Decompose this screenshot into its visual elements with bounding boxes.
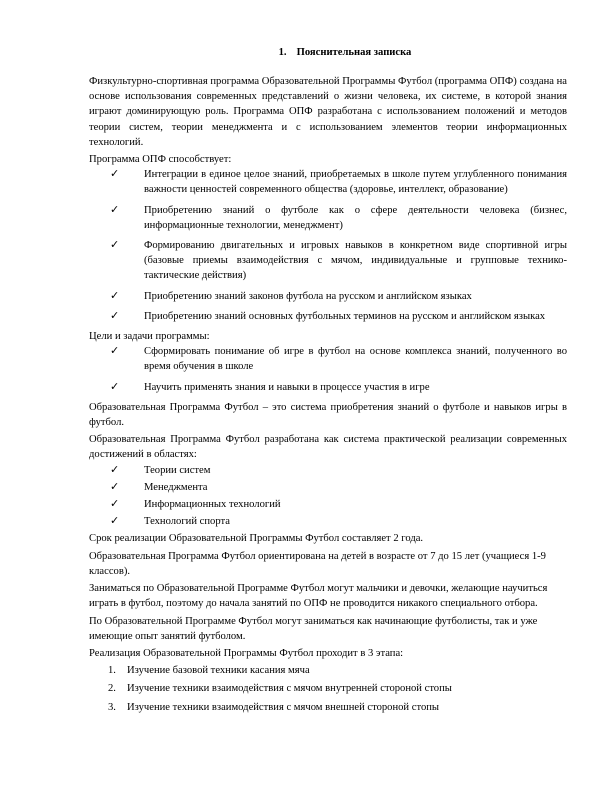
heading-text: Пояснительная записка	[296, 47, 412, 58]
stage-text: Изучение техники взаимодействия с мячом внутренней стороной стопы	[127, 683, 452, 695]
stage-number: 3.	[108, 701, 116, 713]
heading-number: 1.	[278, 47, 287, 58]
list-item-text: Сформировать понимание об игре в футбол на основе комплекса знаний, полученного во время обучения в школе	[144, 346, 567, 373]
developed-as-paragraph: Образовательная Программа Футбол разработана как система практической реализации современных достижений в областях:	[89, 434, 567, 461]
stages-label: Реализация Образовательной Программы Футбол проходит в 3 этапа:	[89, 647, 404, 659]
list-item-text: Менеджмента	[144, 481, 208, 493]
list-item	[89, 663, 567, 678]
stages-list	[89, 663, 567, 715]
document-body	[89, 45, 567, 718]
list-item	[89, 497, 567, 512]
list-item-text: Научить применять знания и навыки в процессе участия в игре	[144, 381, 430, 393]
list-item-text: Приобретению знаний законов футбола на русском и английском языках	[144, 290, 472, 302]
list-item	[89, 203, 567, 233]
list-item	[89, 238, 567, 284]
checkmark-icon: ✓	[110, 168, 120, 181]
page-title	[89, 45, 567, 60]
areas-list	[89, 463, 567, 530]
list-item-text: Приобретению знаний о футболе как о сфере деятельности человека (бизнес, информационные технологии, менеджмент)	[144, 204, 567, 231]
checkmark-icon: ✓	[110, 463, 120, 476]
stage-text: Изучение базовой техники касания мяча	[127, 665, 310, 677]
definition-paragraph: Образовательная Программа Футбол – это система приобретения знаний о футболе и навыков игры в футбол.	[89, 401, 567, 429]
checkmark-icon: ✓	[110, 480, 120, 493]
checkmark-icon: ✓	[110, 203, 120, 216]
list-item	[89, 167, 567, 197]
list-item	[89, 463, 567, 478]
list-item	[89, 309, 567, 324]
duration-paragraph: Срок реализации Образовательной Программы Футбол составляет 2 года.	[89, 533, 424, 545]
list-item	[89, 514, 567, 529]
list-item-text: Теории систем	[144, 464, 211, 476]
list-item-text: Технологий спорта	[144, 516, 230, 528]
checkmark-icon: ✓	[110, 345, 120, 358]
list-item	[89, 380, 567, 395]
list-item	[89, 344, 567, 374]
checkmark-icon: ✓	[110, 498, 120, 511]
checkmark-icon: ✓	[110, 289, 120, 302]
goals-label: Цели и задачи программы:	[89, 331, 210, 343]
stage-number: 1.	[108, 665, 116, 677]
enrollment-paragraph: Заниматься по Образовательной Программе Футбол могут мальчики и девочки, желающие научиться играть в футбол, поэтому до начала занятий по ОПФ не проводится никакого специального отбора.	[89, 583, 548, 610]
stage-text: Изучение техники взаимодействия с мячом внешней стороной стопы	[127, 701, 440, 713]
checkmark-icon: ✓	[110, 309, 120, 322]
list-item-text: Интеграции в единое целое знаний, приобретаемых в школе путем углубленного понимания важности ценностей современного общества (здоровье, интеллект, образование)	[144, 169, 567, 196]
promotes-list	[89, 167, 567, 324]
stage-number: 2.	[108, 683, 116, 695]
checkmark-icon: ✓	[110, 239, 120, 252]
intro-paragraph: Физкультурно-спортивная программа Образовательной Программы Футбол (программа ОПФ) создана на основе использования современных представлений о жизни человека, их системе, в которой знания играют доминирующую роль. Программа ОПФ разработана с использованием положений и методов теории систем, теории менеджмента и с использованием элементов теории информационных технологий.	[89, 76, 567, 148]
experience-paragraph: По Образовательной Программе Футбол могут заниматься как начинающие футболисты, так и уже имеющие опыт занятий футболом.	[89, 615, 538, 642]
list-item-text: Формированию двигательных и игровых навыков в конкретном виде спортивной игры (базовые приемы взаимодействия с мячом, индивидуальные и групповые технико-тактические действия)	[144, 240, 567, 282]
list-item-text: Приобретению знаний основных футбольных терминов на русском и английском языках	[144, 310, 546, 322]
promotes-label: Программа ОПФ способствует:	[89, 154, 232, 166]
list-item	[89, 681, 567, 696]
checkmark-icon: ✓	[110, 380, 120, 393]
ages-paragraph: Образовательная Программа Футбол ориентирована на детей в возрасте от 7 до 15 лет (учащиеся 1-9 классов).	[89, 550, 546, 577]
list-item	[89, 700, 567, 715]
checkmark-icon: ✓	[110, 515, 120, 528]
list-item	[89, 480, 567, 495]
goals-list	[89, 344, 567, 395]
list-item-text: Информационных технологий	[144, 499, 281, 511]
list-item	[89, 289, 567, 304]
